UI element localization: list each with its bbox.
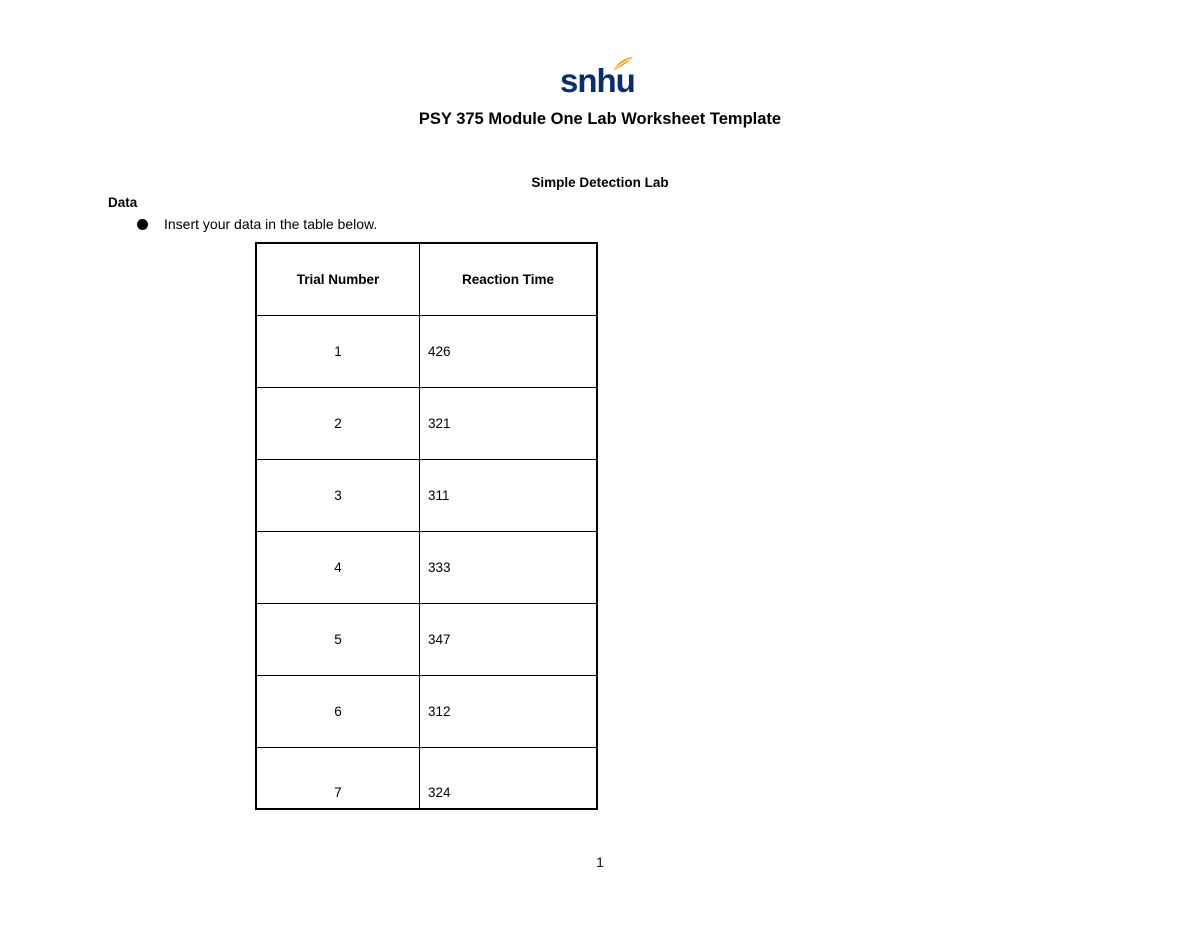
reaction-time-cell: 324 <box>420 748 598 810</box>
trial-cell: 2 <box>256 388 420 460</box>
lab-subtitle: Simple Detection Lab <box>531 175 669 190</box>
logo-text: snhu <box>560 62 635 99</box>
reaction-time-cell: 312 <box>420 676 598 748</box>
leaf-icon <box>612 56 634 72</box>
snhu-logo <box>560 56 640 106</box>
page-number: 1 <box>596 855 604 870</box>
trial-cell: 4 <box>256 532 420 604</box>
reaction-time-cell: 347 <box>420 604 598 676</box>
reaction-time-cell: 321 <box>420 388 598 460</box>
reaction-time-cell: 333 <box>420 532 598 604</box>
page-title: PSY 375 Module One Lab Worksheet Template <box>418 110 782 128</box>
trial-cell: 1 <box>256 316 420 388</box>
table-row <box>256 460 597 532</box>
column-header-reaction-time: Reaction Time <box>420 243 598 316</box>
bullet-icon <box>137 219 148 230</box>
data-table <box>255 242 598 810</box>
reaction-time-cell: 426 <box>420 316 598 388</box>
trial-cell: 5 <box>256 604 420 676</box>
table-row <box>256 604 597 676</box>
section-heading-data: Data <box>108 195 138 210</box>
trial-cell: 3 <box>256 460 420 532</box>
instruction-text: Insert your data in the table below. <box>164 216 378 232</box>
table-row <box>256 748 597 810</box>
table-row <box>256 532 597 604</box>
instruction-bullet <box>137 216 377 232</box>
column-header-trial: Trial Number <box>256 243 420 316</box>
table-row <box>256 676 597 748</box>
table-header-row <box>256 243 597 316</box>
table-row <box>256 316 597 388</box>
table-row <box>256 388 597 460</box>
trial-cell: 6 <box>256 676 420 748</box>
reaction-time-cell: 311 <box>420 460 598 532</box>
trial-cell: 7 <box>256 748 420 810</box>
